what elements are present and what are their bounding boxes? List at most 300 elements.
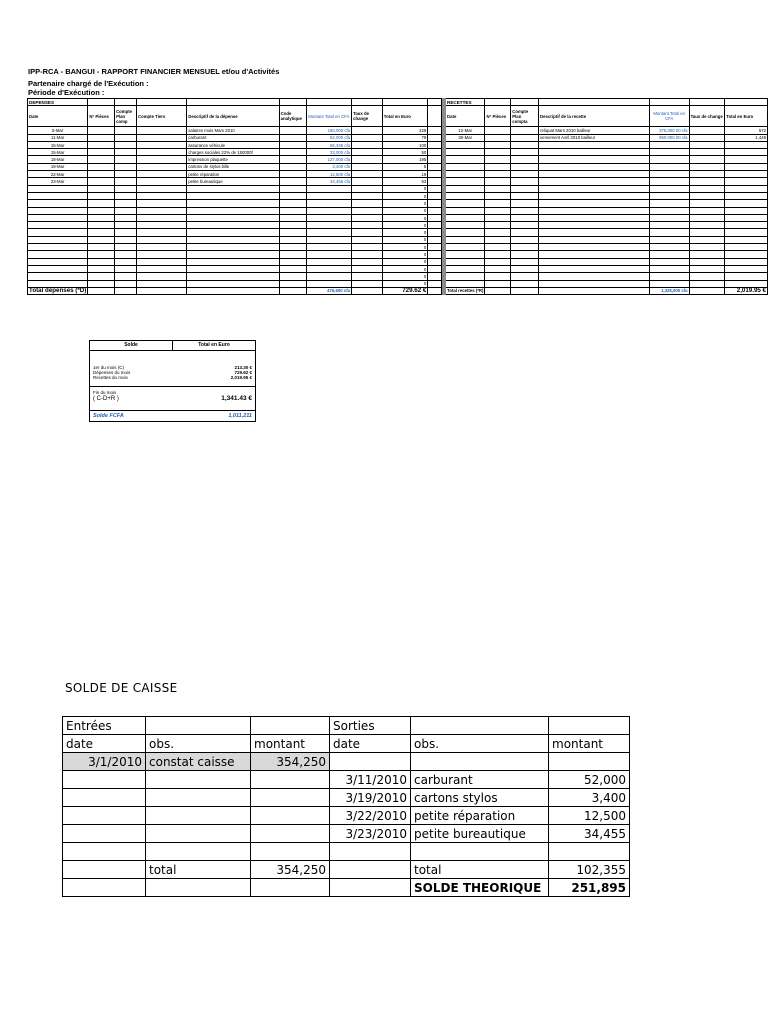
sheet-cell: [446, 280, 485, 287]
sheet-cell: [28, 200, 88, 207]
sheet-cell: [115, 229, 137, 236]
sheet-cell: [511, 229, 539, 236]
sheet-cell: [485, 163, 511, 170]
sheet-cell: [352, 280, 383, 287]
sheet-cell: [115, 141, 137, 148]
sheet-cell: [485, 200, 511, 207]
sheet-cell: [511, 207, 539, 214]
partner-label: Partenaire chargé de l'Exécution :: [28, 79, 149, 88]
sheet-cell: [446, 207, 485, 214]
sortie-row: 3/11/2010 carburant 52,000: [63, 771, 630, 789]
sheet-cell: [279, 185, 306, 192]
sheet-cell: [649, 171, 689, 178]
sheet-cell: [279, 244, 306, 251]
sheet-cell: [511, 200, 539, 207]
solde-fcfa-label: Solde FCFA: [93, 413, 124, 419]
sheet-cell: [279, 258, 306, 265]
sheet-cell: [28, 207, 88, 214]
sheet-cell: [725, 222, 768, 229]
sheet-cell: N° Pièces: [485, 106, 511, 127]
sheet-cell: [689, 141, 725, 148]
sheet-cell: [428, 273, 442, 280]
solde-theorique-value: 251,895: [549, 879, 630, 897]
sheet-cell: salaires mois Mars 2010: [187, 127, 279, 134]
sheet-cell: [28, 185, 88, 192]
sheet-cell: [649, 229, 689, 236]
sheet-cell: [428, 127, 442, 134]
sheet-cell: [428, 200, 442, 207]
sheet-cell: [187, 244, 279, 251]
sheet-cell: [446, 149, 485, 156]
sheet-cell: [187, 287, 279, 294]
sheet-cell: [352, 171, 383, 178]
sheet-cell: impression plaquette: [187, 156, 279, 163]
sheet-cell: [88, 222, 115, 229]
sheet-cell: 0: [382, 258, 428, 265]
sheet-cell: [279, 171, 306, 178]
sheet-cell: [306, 214, 352, 221]
sheet-cell: [306, 192, 352, 199]
sheet-cell: Descriptif de la recette: [539, 106, 650, 127]
sheet-cell: [279, 127, 306, 134]
sheet-cell: [428, 236, 442, 243]
sheet-cell: [539, 265, 650, 272]
sheet-cell: [187, 273, 279, 280]
sheet-cell: 15-Mar: [28, 141, 88, 148]
sheet-cell: [352, 236, 383, 243]
sheet-cell: [115, 127, 137, 134]
sheet-cell: [115, 236, 137, 243]
sheet-cell: [115, 273, 137, 280]
sheet-cell: 572: [725, 127, 768, 134]
sheet-cell: [649, 207, 689, 214]
sheet-cell: [136, 236, 186, 243]
sheet-cell: [689, 156, 725, 163]
sheet-cell: [306, 280, 352, 287]
sheet-cell: [725, 185, 768, 192]
sheet-cell: [136, 229, 186, 236]
sheet-cell: [539, 273, 650, 280]
sheet-cell: [725, 149, 768, 156]
sheet-cell: [511, 214, 539, 221]
sheet-cell: 5-Mar: [28, 127, 88, 134]
sheet-cell: [446, 214, 485, 221]
sheet-cell: [539, 251, 650, 258]
sheet-cell: [115, 222, 137, 229]
sheet-cell: [382, 99, 428, 106]
empty-row: [28, 207, 768, 214]
sheet-cell: 11-Mar: [28, 134, 88, 141]
sheet-cell: 950,000.00 cfa: [649, 134, 689, 141]
sheet-cell: [279, 134, 306, 141]
empty-row: [28, 229, 768, 236]
sheet-cell: [649, 156, 689, 163]
sheet-cell: [725, 229, 768, 236]
sheet-cell: assurance véhicule: [187, 141, 279, 148]
sheet-cell: [352, 163, 383, 170]
data-row: [28, 141, 768, 148]
sheet-cell: [115, 207, 137, 214]
sheet-cell: 0: [382, 244, 428, 251]
sheet-cell: [649, 273, 689, 280]
sheet-cell: [187, 214, 279, 221]
sheet-cell: Compte Tiers: [136, 106, 186, 127]
sheet-cell: [306, 207, 352, 214]
sheet-cell: [88, 207, 115, 214]
sheet-cell: 0: [382, 185, 428, 192]
sheet-cell: [352, 185, 383, 192]
sheet-cell: [279, 141, 306, 148]
sheet-cell: [649, 163, 689, 170]
sheet-cell: [352, 258, 383, 265]
sheet-cell: [511, 163, 539, 170]
sheet-cell: 100: [382, 141, 428, 148]
sheet-cell: [689, 236, 725, 243]
sheet-cell: [187, 236, 279, 243]
sheet-cell: [446, 171, 485, 178]
sheet-cell: [428, 222, 442, 229]
sheet-cell: [428, 244, 442, 251]
sheet-cell: [136, 222, 186, 229]
sheet-cell: [306, 229, 352, 236]
sheet-cell: [511, 236, 539, 243]
sheet-cell: [428, 156, 442, 163]
sheet-cell: [446, 192, 485, 199]
sheet-cell: [136, 192, 186, 199]
sheet-cell: [352, 156, 383, 163]
sheet-cell: [88, 156, 115, 163]
sheet-cell: [539, 99, 650, 106]
sheet-cell: [187, 185, 279, 192]
data-row: [28, 156, 768, 163]
sheet-cell: [446, 229, 485, 236]
sheet-cell: [279, 236, 306, 243]
sheet-cell: [446, 200, 485, 207]
sheet-cell: [115, 265, 137, 272]
sheet-cell: [28, 222, 88, 229]
caisse-table: Entrées Sorties date obs. montant date obs. montant 3/1/2010 constat caisse 354,250 3/11/2010 carburant 52,000 3/19/2010 cartons stylos 3,400 3/22/2010 petite réparation 12,500 3/23/2010 petite bureautique 34,455 total 354,250 total 102,355 SOLDE THEORIQUE 251,895: [62, 716, 630, 897]
empty-row: [28, 214, 768, 221]
sheet-cell: [539, 163, 650, 170]
sheet-cell: [649, 265, 689, 272]
sheet-cell: [485, 171, 511, 178]
sheet-cell: 15-Mar: [28, 149, 88, 156]
sheet-cell: [689, 280, 725, 287]
sheet-cell: [725, 141, 768, 148]
sheet-cell: [539, 200, 650, 207]
sheet-cell: [352, 134, 383, 141]
sheet-cell: [187, 258, 279, 265]
data-row: [28, 178, 768, 185]
sheet-cell: [136, 171, 186, 178]
sheet-cell: [485, 149, 511, 156]
sheet-cell: 50: [382, 149, 428, 156]
sheet-cell: [279, 265, 306, 272]
sheet-cell: [649, 214, 689, 221]
sheet-cell: [689, 127, 725, 134]
data-row: [28, 171, 768, 178]
period-label: Période d'Exécution :: [28, 88, 105, 97]
sheet-cell: [485, 258, 511, 265]
sheet-cell: [28, 273, 88, 280]
sheet-cell: 0: [382, 192, 428, 199]
sheet-cell: [689, 178, 725, 185]
sheet-cell: [279, 156, 306, 163]
empty-row: [28, 258, 768, 265]
sheet-cell: [88, 280, 115, 287]
empty-row: [28, 251, 768, 258]
total-recettes-label: Total recettes (*R): [447, 288, 484, 294]
fin-formula: ( C-D+R ): [93, 395, 119, 402]
sheet-cell: [88, 171, 115, 178]
sheet-cell: [136, 273, 186, 280]
sheet-cell: 23-Mar: [28, 178, 88, 185]
sheet-cell: [485, 192, 511, 199]
sheet-cell: [279, 222, 306, 229]
sheet-cell: [352, 222, 383, 229]
sheet-cell: [689, 222, 725, 229]
sheet-cell: [88, 192, 115, 199]
sheet-cell: [539, 236, 650, 243]
sheet-cell: [511, 273, 539, 280]
sheet-cell: [539, 185, 650, 192]
sheet-cell: [649, 149, 689, 156]
sheet-cell: [88, 287, 115, 294]
entree-row: 3/1/2010 constat caisse 354,250: [63, 753, 630, 771]
title-row: [28, 99, 768, 106]
empty-row: [28, 265, 768, 272]
sheet-cell: [306, 244, 352, 251]
sheet-cell: [485, 127, 511, 134]
sheet-cell: 53: [382, 178, 428, 185]
data-row: [28, 163, 768, 170]
sheet-cell: [725, 156, 768, 163]
sheet-cell: [511, 149, 539, 156]
sheet-cell: Descriptif de la dépense: [187, 106, 279, 127]
sheet-cell: [725, 244, 768, 251]
sheet-cell: [187, 200, 279, 207]
sheet-cell: [115, 214, 137, 221]
sheet-cell: 33,000 cfa: [306, 149, 352, 156]
sheet-cell: [428, 134, 442, 141]
sheet-cell: 0: [382, 229, 428, 236]
sheet-cell: [136, 185, 186, 192]
sheet-cell: [485, 273, 511, 280]
sheet-cell: [511, 178, 539, 185]
sheet-cell: [187, 192, 279, 199]
summary-box: Solde Total en Euro 1er du mois (C) 213.30 € Dépenses du mois 729.62 € Recettes du mois 2,019.95 € Fin du mois ( C-D+R ) 1,341.43 € Solde FCFA 1,011,211: [89, 340, 256, 422]
sheet-cell: [649, 178, 689, 185]
sheet-cell: [28, 265, 88, 272]
sheet-cell: 34,455 cfa: [306, 178, 352, 185]
sheet-cell: 0: [382, 222, 428, 229]
sheet-cell: [279, 192, 306, 199]
sheet-cell: [689, 229, 725, 236]
sheet-cell: [511, 134, 539, 141]
sheet-cell: [485, 251, 511, 258]
sortie-row: 3/22/2010 petite réparation 12,500: [63, 807, 630, 825]
sheet-cell: [306, 99, 352, 106]
sheet-cell: [352, 287, 383, 294]
sheet-cell: petite bureautique: [187, 178, 279, 185]
header-row: [28, 106, 768, 127]
totals-row: total 354,250 total 102,355: [63, 861, 630, 879]
sheet-cell: [428, 178, 442, 185]
sheet-cell: 0: [382, 251, 428, 258]
sheet-cell: [136, 287, 186, 294]
sheet-cell: [689, 171, 725, 178]
sheet-cell: [352, 200, 383, 207]
data-row: [28, 134, 768, 141]
sheet-cell: 0: [382, 214, 428, 221]
sheet-cell: [428, 280, 442, 287]
sheet-cell: [88, 214, 115, 221]
sheet-cell: [352, 127, 383, 134]
sheet-cell: [136, 265, 186, 272]
solde-fcfa-value: 1,011,211: [228, 413, 252, 419]
total-recettes-cfa: 1,325,000 cfa: [649, 287, 689, 294]
sheet-cell: [115, 163, 137, 170]
sheet-cell: 150,000 cfa: [306, 127, 352, 134]
sheet-cell: [446, 273, 485, 280]
sheet-cell: [446, 258, 485, 265]
sheet-cell: [352, 273, 383, 280]
sheet-cell: reliquat Mars 2010 bailleur: [539, 127, 650, 134]
sheet-cell: [511, 141, 539, 148]
sheet-cell: [279, 229, 306, 236]
sheet-cell: 22-Mar: [28, 171, 88, 178]
sheet-cell: 1,448: [725, 134, 768, 141]
sheet-cell: [115, 258, 137, 265]
sheet-cell: [485, 99, 511, 106]
sheet-cell: [446, 265, 485, 272]
summary-col-solde: Solde: [90, 341, 173, 350]
sheet-cell: [279, 280, 306, 287]
fin-value: 1,341.43 €: [221, 395, 252, 402]
sheet-cell: [649, 244, 689, 251]
sheet-cell: [306, 273, 352, 280]
sheet-cell: [115, 149, 137, 156]
sheet-cell: [725, 178, 768, 185]
sheet-cell: [539, 141, 650, 148]
empty-row: [28, 185, 768, 192]
sheet-cell: [725, 163, 768, 170]
sheet-cell: [725, 273, 768, 280]
sheet-cell: [187, 229, 279, 236]
sheet-cell: charges sociales 22% de 150000f: [187, 149, 279, 156]
sheet-cell: [28, 214, 88, 221]
sheet-cell: [28, 258, 88, 265]
sheet-cell: [485, 207, 511, 214]
sheet-cell: [115, 156, 137, 163]
sheet-cell: [352, 178, 383, 185]
entrees-heading: Entrées: [63, 717, 146, 735]
sheet-cell: [446, 222, 485, 229]
sheet-cell: [649, 280, 689, 287]
sheet-cell: [649, 99, 689, 106]
sheet-cell: [306, 236, 352, 243]
total-recettes-euro: 2,019.95 €: [725, 287, 768, 294]
sheet-cell: [136, 99, 186, 106]
sheet-cell: [539, 156, 650, 163]
sheet-cell: [539, 229, 650, 236]
sheet-cell: [446, 178, 485, 185]
sheet-cell: [511, 222, 539, 229]
sheet-cell: [136, 251, 186, 258]
sheet-cell: [187, 251, 279, 258]
sheet-cell: [485, 236, 511, 243]
sheet-cell: [115, 185, 137, 192]
sheet-cell: 3,400 cfa: [306, 163, 352, 170]
sheet-cell: [279, 287, 306, 294]
sheet-cell: [88, 141, 115, 148]
sheet-cell: [428, 141, 442, 148]
sheet-cell: [511, 287, 539, 294]
sheet-cell: [725, 192, 768, 199]
sheet-cell: 65,345 cfa: [306, 141, 352, 148]
sheet-cell: N° Pièces: [88, 106, 115, 127]
sheet-cell: [428, 192, 442, 199]
sheet-cell: [115, 178, 137, 185]
sheet-cell: [428, 229, 442, 236]
sheet-cell: [306, 258, 352, 265]
sheet-cell: [352, 149, 383, 156]
sheet-cell: 195: [382, 156, 428, 163]
sheet-cell: Compte Plan compta: [511, 106, 539, 127]
sheet-cell: [428, 214, 442, 221]
sheet-cell: Taux de change: [352, 106, 383, 127]
sheet-cell: [485, 156, 511, 163]
sheet-cell: [485, 134, 511, 141]
sheet-cell: 0: [382, 207, 428, 214]
sheet-cell: versement Avril 2010 bailleur: [539, 134, 650, 141]
sheet-cell: [649, 251, 689, 258]
sheet-cell: 12,500 cfa: [306, 171, 352, 178]
sheet-cell: [428, 149, 442, 156]
sheet-cell: [136, 200, 186, 207]
sheet-cell: [115, 192, 137, 199]
sheet-cell: [428, 287, 442, 294]
sheet-cell: [115, 251, 137, 258]
sheet-cell: [428, 207, 442, 214]
sheet-cell: [279, 99, 306, 106]
sheet-cell: [725, 171, 768, 178]
sheet-cell: [485, 229, 511, 236]
sheet-cell: [689, 149, 725, 156]
sheet-cell: [689, 287, 725, 294]
sheet-cell: [539, 214, 650, 221]
sheet-cell: [352, 141, 383, 148]
sheet-cell: [88, 127, 115, 134]
sheet-cell: [689, 273, 725, 280]
sheet-cell: [539, 280, 650, 287]
sheet-cell: Total en Euro: [382, 106, 428, 127]
sheet-cell: [136, 149, 186, 156]
sheet-cell: [28, 251, 88, 258]
empty-row: [28, 244, 768, 251]
total-depenses-cfa: 476,600 cfa: [306, 287, 352, 294]
sheet-cell: [428, 106, 442, 127]
sheet-cell: [88, 200, 115, 207]
sheet-cell: [88, 236, 115, 243]
sheet-cell: [485, 185, 511, 192]
sheet-cell: [279, 251, 306, 258]
sheet-cell: Date: [446, 106, 485, 127]
sheet-cell: [187, 207, 279, 214]
sheet-cell: [115, 280, 137, 287]
sheet-cell: [511, 171, 539, 178]
sheet-cell: [689, 258, 725, 265]
